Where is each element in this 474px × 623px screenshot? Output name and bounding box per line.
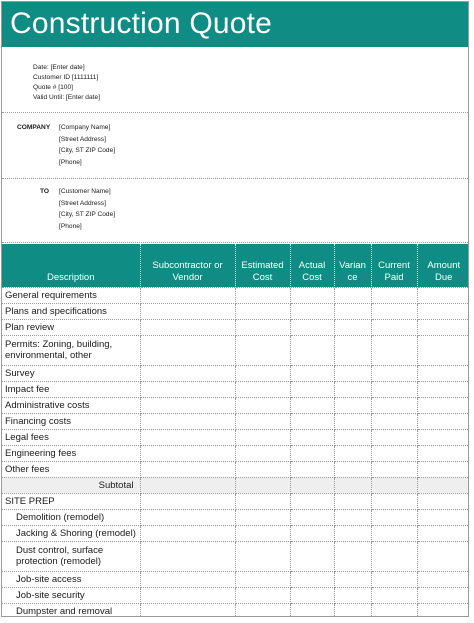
vendor-cell[interactable] <box>140 429 235 445</box>
table-row <box>2 525 469 541</box>
description-cell: Other fees <box>2 461 140 477</box>
actual-cost-cell[interactable] <box>290 413 334 429</box>
subtotal-row <box>2 477 469 493</box>
actual-cost-cell[interactable] <box>290 365 334 381</box>
estimated-cost-cell[interactable] <box>235 571 290 587</box>
current-paid-cell[interactable] <box>371 287 417 303</box>
table-row <box>2 509 469 525</box>
table-row <box>2 445 469 461</box>
vendor-cell[interactable] <box>140 509 235 525</box>
amount-due-cell[interactable] <box>417 541 469 571</box>
vendor-cell[interactable] <box>140 525 235 541</box>
vendor-cell[interactable] <box>140 461 235 477</box>
estimated-cost-cell[interactable] <box>235 397 290 413</box>
variance-cell[interactable] <box>334 365 371 381</box>
estimated-cost-cell[interactable] <box>235 303 290 319</box>
amount-due-cell[interactable] <box>417 287 469 303</box>
table-row <box>2 381 469 397</box>
amount-due-cell[interactable] <box>417 603 469 617</box>
description-cell: Job-site security <box>2 587 140 603</box>
actual-cost-cell[interactable] <box>290 335 334 365</box>
estimated-cost-cell[interactable] <box>235 461 290 477</box>
actual-cost-cell[interactable] <box>290 509 334 525</box>
header-estimated-cost: Estimated Cost <box>235 244 290 287</box>
customer-city-field[interactable]: [City, ST ZIP Code] <box>59 211 116 218</box>
variance-cell[interactable] <box>334 319 371 335</box>
description-cell: General requirements <box>2 287 140 303</box>
table-row <box>2 397 469 413</box>
page-title: Construction Quote <box>10 7 273 40</box>
customer-name-field[interactable]: [Customer Name] <box>59 188 111 195</box>
estimated-cost-cell[interactable] <box>235 477 290 493</box>
estimated-cost-cell[interactable] <box>235 509 290 525</box>
description-cell: Impact fee <box>2 381 140 397</box>
variance-cell[interactable] <box>334 413 371 429</box>
vendor-cell[interactable] <box>140 571 235 587</box>
variance-cell[interactable] <box>334 541 371 571</box>
vendor-cell[interactable] <box>140 541 235 571</box>
current-paid-cell[interactable] <box>371 303 417 319</box>
header-amount-due: Amount Due <box>417 244 469 287</box>
estimated-cost-cell[interactable] <box>235 381 290 397</box>
vendor-cell[interactable] <box>140 587 235 603</box>
variance-cell[interactable] <box>334 525 371 541</box>
variance-cell[interactable] <box>334 445 371 461</box>
actual-cost-cell[interactable] <box>290 303 334 319</box>
description-cell: Demolition (remodel) <box>2 509 140 525</box>
vendor-cell[interactable] <box>140 397 235 413</box>
estimated-cost-cell[interactable] <box>235 541 290 571</box>
estimated-cost-cell[interactable] <box>235 525 290 541</box>
actual-cost-cell[interactable] <box>290 493 334 509</box>
amount-due-cell[interactable] <box>417 477 469 493</box>
customer-street-field[interactable]: [Street Address] <box>59 199 106 207</box>
variance-cell[interactable] <box>334 397 371 413</box>
current-paid-cell[interactable] <box>371 319 417 335</box>
current-paid-cell[interactable] <box>371 381 417 397</box>
cost-table <box>2 244 469 617</box>
table-row <box>2 287 469 303</box>
current-paid-cell[interactable] <box>371 541 417 571</box>
company-block <box>2 113 468 179</box>
quote-meta <box>2 47 468 113</box>
current-paid-cell[interactable] <box>371 587 417 603</box>
amount-due-cell[interactable] <box>417 365 469 381</box>
variance-cell[interactable] <box>334 509 371 525</box>
header-description: Description <box>2 244 140 287</box>
table-body <box>2 287 469 617</box>
description-cell: Job-site access <box>2 571 140 587</box>
vendor-cell[interactable] <box>140 319 235 335</box>
vendor-cell[interactable] <box>140 335 235 365</box>
company-name-field[interactable]: [Company Name] <box>59 124 111 131</box>
table-row <box>2 541 469 571</box>
company-phone-field[interactable]: [Phone] <box>59 158 82 166</box>
vendor-cell[interactable] <box>140 413 235 429</box>
actual-cost-cell[interactable] <box>290 287 334 303</box>
variance-cell[interactable] <box>334 493 371 509</box>
table-row <box>2 335 469 365</box>
current-paid-cell[interactable] <box>371 397 417 413</box>
vendor-cell[interactable] <box>140 493 235 509</box>
actual-cost-cell[interactable] <box>290 397 334 413</box>
quote-number-field[interactable]: Quote # [100] <box>33 84 73 91</box>
variance-cell[interactable] <box>334 461 371 477</box>
estimated-cost-cell[interactable] <box>235 587 290 603</box>
actual-cost-cell[interactable] <box>290 429 334 445</box>
variance-cell[interactable] <box>334 303 371 319</box>
header-actual-cost: Actual Cost <box>290 244 334 287</box>
current-paid-cell[interactable] <box>371 477 417 493</box>
actual-cost-cell[interactable] <box>290 445 334 461</box>
current-paid-cell[interactable] <box>371 525 417 541</box>
customer-id-field[interactable]: Customer ID [1111111] <box>33 74 99 81</box>
estimated-cost-cell[interactable] <box>235 429 290 445</box>
description-cell: Permits: Zoning, building, environmental, other <box>2 335 140 365</box>
variance-cell[interactable] <box>334 429 371 445</box>
valid-until-field[interactable]: Valid Until: [Enter date] <box>33 94 100 101</box>
amount-due-cell[interactable] <box>417 303 469 319</box>
amount-due-cell[interactable] <box>417 445 469 461</box>
variance-cell[interactable] <box>334 287 371 303</box>
vendor-cell[interactable] <box>140 303 235 319</box>
to-label: TO <box>40 188 50 195</box>
customer-phone-field[interactable]: [Phone] <box>59 222 82 230</box>
description-cell: Subtotal <box>2 477 140 493</box>
table-row <box>2 493 469 509</box>
current-paid-cell[interactable] <box>371 335 417 365</box>
current-paid-cell[interactable] <box>371 445 417 461</box>
table-row <box>2 587 469 603</box>
vendor-cell[interactable] <box>140 365 235 381</box>
amount-due-cell[interactable] <box>417 461 469 477</box>
description-cell: Dumpster and removal <box>2 603 140 617</box>
date-field[interactable]: Date: [Enter date] <box>33 64 85 71</box>
customer-block <box>2 179 468 243</box>
vendor-cell[interactable] <box>140 445 235 461</box>
description-cell: Engineering fees <box>2 445 140 461</box>
estimated-cost-cell[interactable] <box>235 445 290 461</box>
table-row <box>2 461 469 477</box>
variance-cell[interactable] <box>334 335 371 365</box>
current-paid-cell[interactable] <box>371 365 417 381</box>
amount-due-cell[interactable] <box>417 571 469 587</box>
current-paid-cell[interactable] <box>371 461 417 477</box>
estimated-cost-cell[interactable] <box>235 365 290 381</box>
estimated-cost-cell[interactable] <box>235 493 290 509</box>
table-row <box>2 429 469 445</box>
company-city-field[interactable]: [City, ST ZIP Code] <box>59 147 116 154</box>
current-paid-cell[interactable] <box>371 429 417 445</box>
amount-due-cell[interactable] <box>417 587 469 603</box>
table-row <box>2 365 469 381</box>
table-row <box>2 303 469 319</box>
description-cell: Legal fees <box>2 429 140 445</box>
description-cell: Administrative costs <box>2 397 140 413</box>
amount-due-cell[interactable] <box>417 335 469 365</box>
description-cell: Survey <box>2 365 140 381</box>
table-row <box>2 603 469 617</box>
description-cell: Financing costs <box>2 413 140 429</box>
description-cell: Jacking & Shoring (remodel) <box>2 525 140 541</box>
estimated-cost-cell[interactable] <box>235 335 290 365</box>
amount-due-cell[interactable] <box>417 397 469 413</box>
title-bar <box>2 2 468 47</box>
actual-cost-cell[interactable] <box>290 525 334 541</box>
amount-due-cell[interactable] <box>417 493 469 509</box>
actual-cost-cell[interactable] <box>290 461 334 477</box>
current-paid-cell[interactable] <box>371 493 417 509</box>
header-subcontractor: Subcontractor or Vendor <box>140 244 235 287</box>
variance-cell[interactable] <box>334 477 371 493</box>
variance-cell[interactable] <box>334 587 371 603</box>
actual-cost-cell[interactable] <box>290 319 334 335</box>
vendor-cell[interactable] <box>140 287 235 303</box>
amount-due-cell[interactable] <box>417 413 469 429</box>
amount-due-cell[interactable] <box>417 525 469 541</box>
amount-due-cell[interactable] <box>417 509 469 525</box>
amount-due-cell[interactable] <box>417 319 469 335</box>
actual-cost-cell[interactable] <box>290 571 334 587</box>
current-paid-cell[interactable] <box>371 509 417 525</box>
vendor-cell[interactable] <box>140 603 235 617</box>
current-paid-cell[interactable] <box>371 571 417 587</box>
table-header-row <box>2 244 469 287</box>
vendor-cell[interactable] <box>140 381 235 397</box>
estimated-cost-cell[interactable] <box>235 413 290 429</box>
description-cell: Plan review <box>2 319 140 335</box>
current-paid-cell[interactable] <box>371 603 417 617</box>
estimated-cost-cell[interactable] <box>235 603 290 617</box>
table-row <box>2 319 469 335</box>
actual-cost-cell[interactable] <box>290 381 334 397</box>
quote-sheet <box>1 1 469 617</box>
amount-due-cell[interactable] <box>417 429 469 445</box>
header-variance: Varian ce <box>334 244 371 287</box>
description-cell: Plans and specifications <box>2 303 140 319</box>
description-cell: Dust control, surface protection (remodel) <box>2 541 140 571</box>
table-row <box>2 413 469 429</box>
actual-cost-cell[interactable] <box>290 587 334 603</box>
vendor-cell[interactable] <box>140 477 235 493</box>
variance-cell[interactable] <box>334 571 371 587</box>
company-street-field[interactable]: [Street Address] <box>59 135 106 143</box>
header-current-paid: Current Paid <box>371 244 417 287</box>
description-cell: SITE PREP <box>2 493 140 509</box>
amount-due-cell[interactable] <box>417 381 469 397</box>
estimated-cost-cell[interactable] <box>235 319 290 335</box>
actual-cost-cell[interactable] <box>290 603 334 617</box>
company-label: COMPANY <box>17 124 51 131</box>
variance-cell[interactable] <box>334 381 371 397</box>
variance-cell[interactable] <box>334 603 371 617</box>
table-row <box>2 571 469 587</box>
actual-cost-cell[interactable] <box>290 477 334 493</box>
actual-cost-cell[interactable] <box>290 541 334 571</box>
estimated-cost-cell[interactable] <box>235 287 290 303</box>
current-paid-cell[interactable] <box>371 413 417 429</box>
